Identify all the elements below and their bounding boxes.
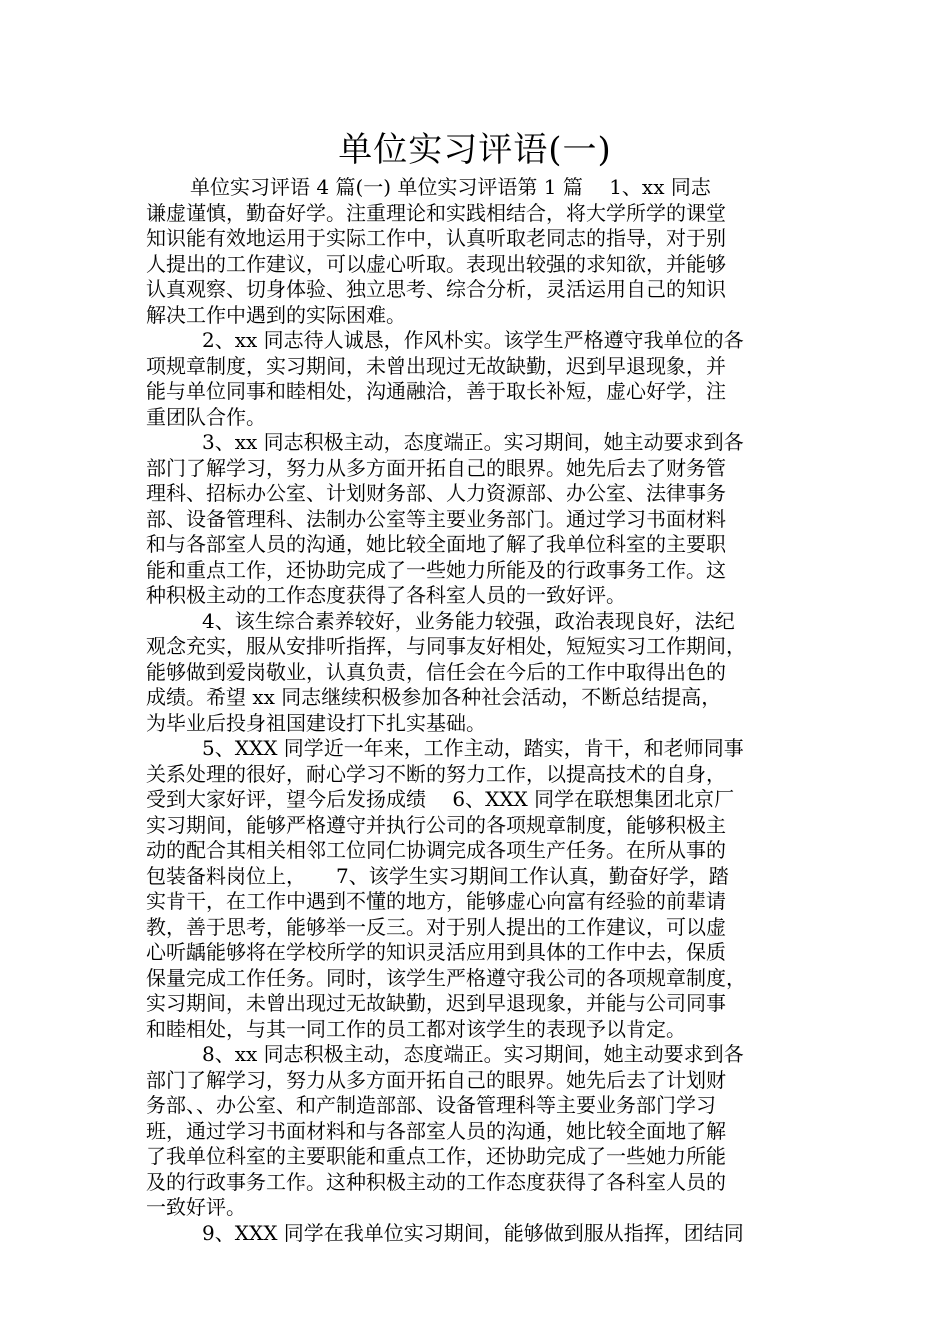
paragraph-line: 解决工作中遇到的实际困难。 bbox=[146, 302, 406, 327]
paragraph-line: 人提出的工作建议，可以虚心听取。表现出较强的求知欲，并能够 bbox=[146, 251, 726, 276]
paragraph-line: 3、xx 同志积极主动，态度端正。实习期间，她主动要求到各 bbox=[202, 430, 744, 454]
paragraph-line: 部门了解学习，努力从多方面开拓自己的眼界。她先后去了财务管 bbox=[146, 455, 726, 480]
page-title: 单位实习评语(一) bbox=[338, 130, 612, 170]
paragraph-line: 项规章制度，实习期间，未曾出现过无故缺勤，迟到早退现象，并 bbox=[146, 353, 726, 378]
paragraph-line: 实肯干，在工作中遇到不懂的地方，能够虚心向富有经验的前辈请 bbox=[146, 889, 726, 913]
paragraph-line: 动的配合其相关相邻工位同仁协调完成各项生产任务。在所从事的 bbox=[146, 838, 726, 862]
document-body bbox=[146, 175, 806, 1246]
paragraph-line: 9、XXX 同学在我单位实习期间，能够做到服从指挥，团结同 bbox=[202, 1220, 744, 1245]
paragraph-line: 务部、、办公室、和产制造部部、设备管理科等主要业务部门学习 bbox=[146, 1093, 716, 1117]
paragraph-line: 实习期间，能够严格遵守并执行公司的各项规章制度，能够积极主 bbox=[146, 812, 726, 837]
paragraph-line: 4、该生综合素养较好，业务能力较强，政治表现良好，法纪 bbox=[202, 608, 735, 633]
paragraph-line: 和与各部室人员的沟通，她比较全面地了解了我单位科室的主要职 bbox=[146, 532, 726, 556]
paragraph-line: 2、xx 同志待人诚恳，作风朴实。该学生严格遵守我单位的各 bbox=[202, 328, 744, 352]
paragraph-line: 谦虚谨慎，勤奋好学。注重理论和实践相结合，将大学所学的课堂 bbox=[146, 200, 726, 225]
paragraph-line: 理科、招标办公室、计划财务部、人力资源部、办公室、法律事务 bbox=[146, 481, 726, 505]
paragraph-line: 观念充实，服从安排听指挥，与同事友好相处，短短实习工作期间， bbox=[146, 634, 746, 658]
paragraph-line: 成绩。希望 xx 同志继续积极参加各种社会活动，不断总结提高， bbox=[146, 685, 722, 709]
paragraph-line: 能够做到爱岗敬业，认真负责，信任会在今后的工作中取得出色的 bbox=[146, 659, 726, 684]
paragraph-line: 及的行政事务工作。这种积极主动的工作态度获得了各科室人员的 bbox=[146, 1169, 726, 1194]
paragraph-line: 8、xx 同志积极主动，态度端正。实习期间，她主动要求到各 bbox=[202, 1042, 744, 1066]
paragraph-line: 知识能有效地运用于实际工作中，认真听取老同志的指导，对于别 bbox=[146, 226, 726, 250]
paragraph-line: 和睦相处，与其一同工作的员工都对该学生的表现予以肯定。 bbox=[146, 1016, 686, 1041]
paragraph-line: 单位实习评语 4 篇(一) 单位实习评语第 1 篇 1、xx 同志 bbox=[190, 175, 711, 199]
paragraph-line: 种积极主动的工作态度获得了各科室人员的一致好评。 bbox=[146, 583, 626, 607]
paragraph-line: 一致好评。 bbox=[146, 1195, 246, 1219]
paragraph-line: 实习期间，未曾出现过无故缺勤，迟到早退现象，并能与公司同事 bbox=[146, 991, 726, 1015]
paragraph-line: 能与单位同事和睦相处，沟通融洽，善于取长补短，虚心好学，注 bbox=[146, 379, 726, 403]
paragraph-line: 部、设备管理科、法制办公室等主要业务部门。通过学习书面材料 bbox=[146, 506, 726, 531]
paragraph-line: 教，善于思考，能够举一反三。对于别人提出的工作建议，可以虚 bbox=[146, 914, 726, 939]
paragraph-line: 能和重点工作，还协助完成了一些她力所能及的行政事务工作。这 bbox=[146, 557, 726, 582]
paragraph-line: 认真观察、切身体验、独立思考、综合分析，灵活运用自己的知识 bbox=[146, 277, 726, 301]
paragraph-line: 心听龋能够将在学校所学的知识灵活应用到具体的工作中去，保质 bbox=[146, 940, 726, 964]
paragraph-line: 关系处理的很好，耐心学习不断的努力工作，以提高技术的自身， bbox=[146, 761, 726, 786]
paragraph-line: 5、XXX 同学近一年来，工作主动，踏实，肯干，和老师同事 bbox=[202, 736, 744, 760]
paragraph-line: 为毕业后投身祖国建设打下扎实基础。 bbox=[146, 710, 486, 735]
paragraph-line: 受到大家好评，望今后发扬成绩 6、XXX 同学在联想集团北京厂 bbox=[146, 787, 735, 811]
paragraph-line: 部门了解学习，努力从多方面开拓自己的眼界。她先后去了计划财 bbox=[146, 1067, 726, 1092]
paragraph-line: 了我单位科室的主要职能和重点工作，还协助完成了一些她力所能 bbox=[146, 1144, 726, 1168]
paragraph-line: 保量完成工作任务。同时，该学生严格遵守我公司的各项规章制度， bbox=[146, 965, 746, 990]
paragraph-line: 重团队合作。 bbox=[146, 404, 266, 429]
paragraph-line: 包装备料岗位上， 7、该学生实习期间工作认真，勤奋好学，踏 bbox=[146, 863, 729, 888]
paragraph-line: 班，通过学习书面材料和与各部室人员的沟通，她比较全面地了解 bbox=[146, 1118, 726, 1143]
